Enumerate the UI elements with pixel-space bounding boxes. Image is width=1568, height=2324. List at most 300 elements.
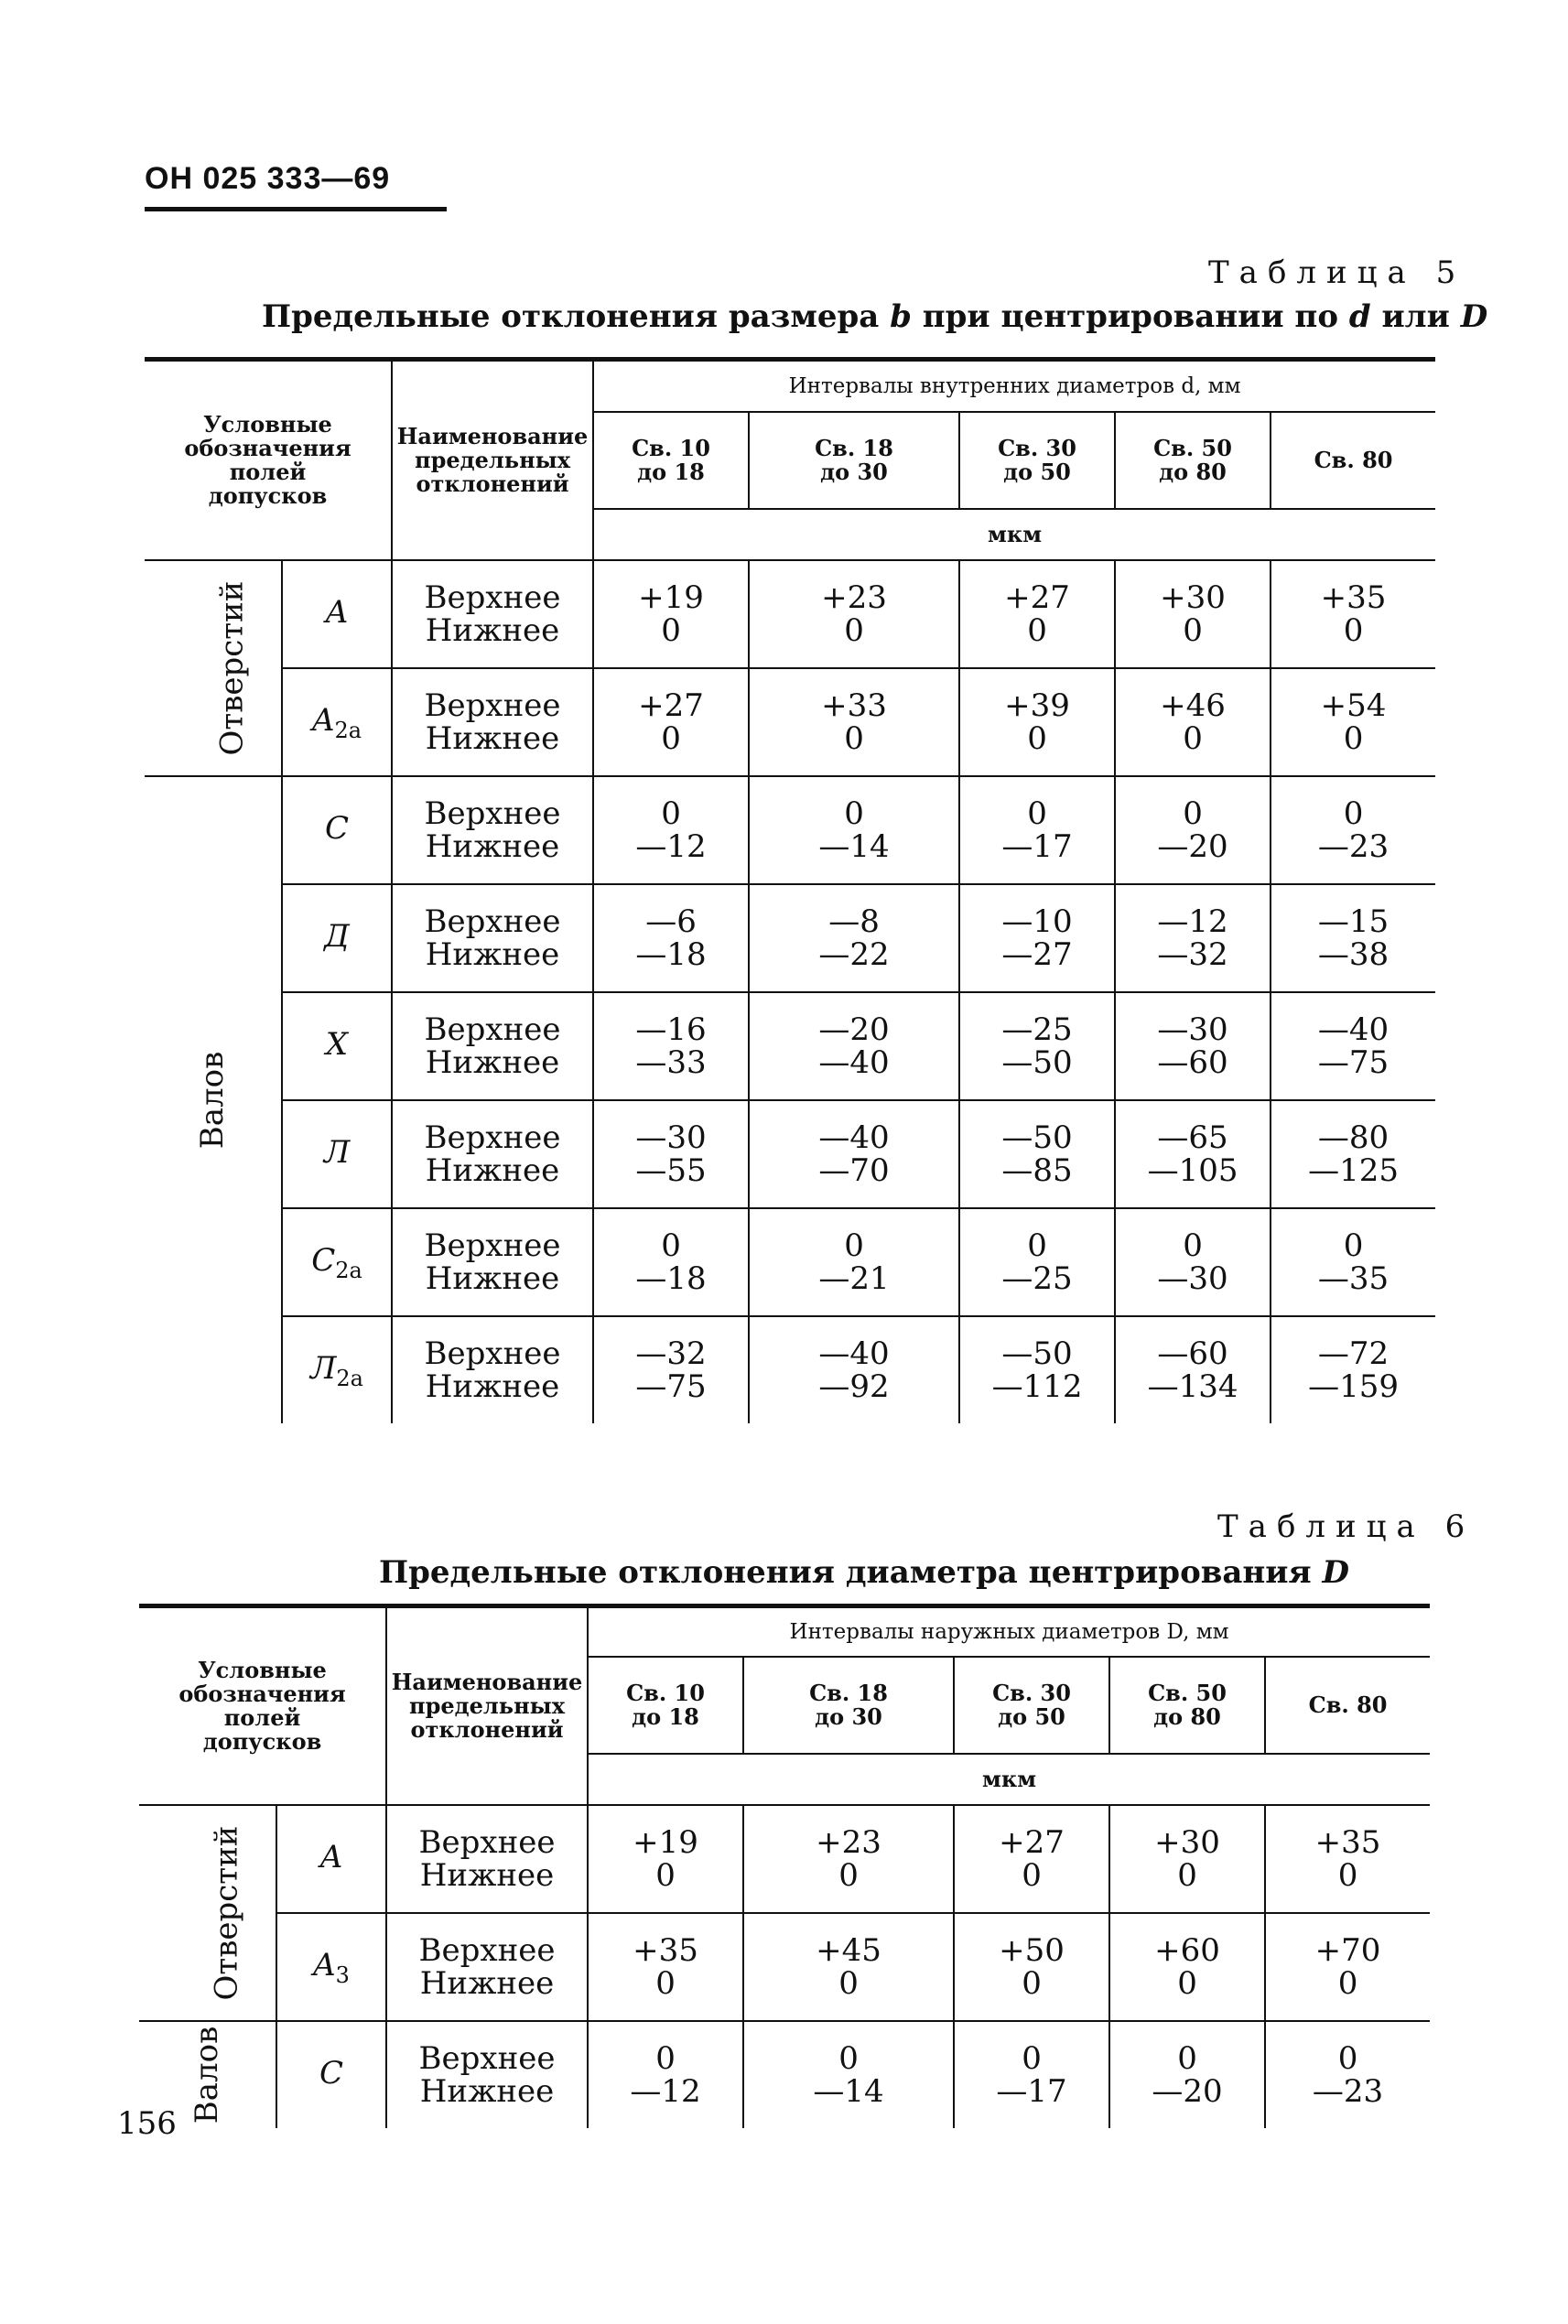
group-label-text: Валов (194, 1051, 232, 1150)
value-cell (749, 1208, 959, 1316)
tolerance-symbol (282, 1100, 392, 1208)
col-header-deviation-name (386, 1606, 588, 1806)
value-lower: —134 (1147, 1368, 1238, 1405)
interval-from: Св. 10 (626, 1680, 705, 1706)
value-upper: 0 (1183, 795, 1203, 832)
value-lower: —18 (635, 1260, 707, 1297)
col-header-line: Наименование (396, 423, 589, 449)
table-row (145, 992, 1435, 1100)
interval-from: Св. 80 (1308, 1692, 1388, 1718)
interval-to: до 50 (1003, 459, 1071, 485)
table-row (145, 1208, 1435, 1316)
value-lower: 0 (1177, 1965, 1197, 2002)
col-header-deviation-name (392, 360, 593, 561)
symbol-letter: Х (325, 1025, 349, 1063)
value-lower: —75 (1317, 1044, 1390, 1081)
interval-from: Св. 30 (992, 1680, 1071, 1706)
value-upper: 0 (1183, 1227, 1203, 1264)
value-upper: +33 (821, 687, 887, 724)
interval-from: Св. 50 (1148, 1680, 1227, 1706)
value-cell (1115, 1208, 1271, 1316)
value-cell (1109, 1805, 1265, 1913)
value-lower: —20 (1152, 2073, 1223, 2110)
deviation-lower: Нижнее (425, 936, 560, 973)
value-upper: 0 (1337, 2040, 1358, 2077)
value-cell (749, 560, 959, 668)
interval-to: до 50 (998, 1703, 1065, 1730)
value-cell (959, 668, 1115, 776)
deviation-names (386, 1805, 588, 1913)
deviation-names (386, 1913, 588, 2021)
value-lower: 0 (1027, 612, 1047, 649)
value-upper: 0 (1027, 1227, 1047, 1264)
table6 (139, 1604, 1430, 2128)
group-label-text: Отверстий (213, 580, 251, 756)
deviation-lower: Нижнее (425, 1044, 560, 1081)
table-row (145, 560, 1435, 668)
deviation-lower: Нижнее (419, 1965, 555, 2002)
deviation-upper: Верхнее (424, 687, 561, 724)
value-lower: —105 (1147, 1152, 1238, 1189)
table-row (145, 1316, 1435, 1423)
value-upper: —50 (1001, 1335, 1073, 1372)
symbol-letter: С (319, 2054, 344, 2092)
value-cell (959, 776, 1115, 884)
deviation-names (392, 668, 593, 776)
value-upper: 0 (1343, 795, 1364, 832)
unit-label: мкм (593, 509, 1435, 560)
value-lower: —35 (1317, 1260, 1390, 1297)
deviation-upper: Верхнее (424, 1227, 561, 1264)
value-lower: —30 (1157, 1260, 1228, 1297)
interval-from: Св. 18 (809, 1680, 888, 1706)
interval-to: до 18 (632, 1703, 699, 1730)
deviation-lower: Нижнее (425, 1368, 560, 1405)
value-cell (1115, 992, 1271, 1100)
value-lower: —85 (1001, 1152, 1073, 1189)
col-header-line: обозначения (184, 435, 351, 461)
value-lower: —20 (1157, 828, 1228, 865)
col-header-line: предельных (409, 1692, 566, 1719)
value-cell (749, 776, 959, 884)
value-lower: —32 (1157, 936, 1228, 973)
value-cell (593, 1316, 749, 1423)
interval-col-1 (593, 412, 749, 509)
value-upper: —15 (1317, 903, 1390, 940)
deviation-upper: Верхнее (418, 2040, 556, 2077)
value-cell (749, 992, 959, 1100)
deviation-names (392, 992, 593, 1100)
symbol-letter: С (311, 1241, 336, 1279)
value-cell (1265, 1805, 1430, 1913)
deviation-lower: Нижнее (425, 612, 560, 649)
table-row (139, 2021, 1430, 2128)
value-upper: +70 (1314, 1932, 1381, 1969)
interval-col-4 (1115, 412, 1271, 509)
value-upper: 0 (844, 795, 864, 832)
value-lower: —12 (635, 828, 707, 865)
value-lower: —17 (1001, 828, 1073, 865)
value-lower: 0 (1343, 612, 1364, 649)
group-label (139, 1805, 276, 2021)
deviation-lower: Нижнее (425, 720, 560, 757)
table5 (145, 357, 1435, 1423)
value-upper: —12 (1157, 903, 1228, 940)
interval-from: Св. 80 (1314, 447, 1393, 473)
value-upper: 0 (1022, 2040, 1042, 2077)
symbol-letter: Л (310, 1349, 337, 1387)
interval-to: до 18 (637, 459, 705, 485)
value-cell (959, 560, 1115, 668)
deviation-lower: Нижнее (419, 1857, 555, 1894)
value-lower: —18 (635, 936, 707, 973)
value-lower: —14 (813, 2073, 884, 2110)
table5-number: Таблица 5 (1208, 254, 1466, 291)
value-upper: +54 (1320, 687, 1387, 724)
deviation-names (392, 1316, 593, 1423)
value-cell (749, 1100, 959, 1208)
table6-number: Таблица 6 (1217, 1508, 1476, 1545)
interval-header: Интервалы внутренних диаметров d, мм (593, 360, 1435, 413)
tolerance-symbol (282, 1316, 392, 1423)
deviation-upper: Верхнее (418, 1824, 556, 1861)
value-cell (593, 992, 749, 1100)
value-cell (593, 1100, 749, 1208)
value-cell (1115, 1316, 1271, 1423)
deviation-lower: Нижнее (425, 828, 560, 865)
value-lower: 0 (655, 1965, 676, 2002)
value-upper: 0 (838, 2040, 859, 2077)
value-lower: —25 (1001, 1260, 1073, 1297)
value-cell (1115, 560, 1271, 668)
interval-to: до 30 (815, 1703, 882, 1730)
interval-from: Св. 30 (998, 435, 1076, 461)
value-cell (959, 1316, 1115, 1423)
value-lower: 0 (1022, 1965, 1042, 2002)
col-header-line: отклонений (416, 470, 569, 497)
table-row (145, 884, 1435, 992)
value-upper: —6 (645, 903, 697, 940)
deviation-upper: Верхнее (424, 903, 561, 940)
table5-title: Предельные отклонения размера b при центрировании по d или D (262, 298, 1488, 335)
value-cell (959, 992, 1115, 1100)
value-cell (749, 884, 959, 992)
value-upper: 0 (655, 2040, 676, 2077)
value-lower: —50 (1001, 1044, 1073, 1081)
value-lower: 0 (844, 720, 864, 757)
deviation-upper: Верхнее (424, 1335, 561, 1372)
tolerance-symbol (282, 560, 392, 668)
value-upper: —40 (818, 1119, 890, 1156)
value-cell (1271, 1316, 1435, 1423)
value-cell (1271, 884, 1435, 992)
value-upper: +39 (1004, 687, 1070, 724)
value-cell (743, 2021, 954, 2128)
value-upper: —40 (818, 1335, 890, 1372)
value-cell (749, 668, 959, 776)
col-header-line: Условные (198, 1657, 327, 1683)
value-cell (1109, 2021, 1265, 2128)
table-row (139, 1913, 1430, 2021)
value-lower: —38 (1317, 936, 1390, 973)
group-label-text: Валов (189, 2026, 226, 2124)
interval-to: до 80 (1153, 1703, 1221, 1730)
value-upper: —20 (818, 1011, 890, 1048)
value-upper: —8 (828, 903, 880, 940)
interval-col-2 (749, 412, 959, 509)
deviation-upper: Верхнее (424, 795, 561, 832)
value-upper: —72 (1317, 1335, 1390, 1372)
symbol-letter: Л (323, 1133, 351, 1171)
interval-col-3 (959, 412, 1115, 509)
value-upper: —16 (635, 1011, 707, 1048)
value-upper: +23 (821, 579, 887, 616)
interval-col-2 (743, 1657, 954, 1754)
symbol-subscript: 2а (334, 717, 362, 743)
table-row (145, 776, 1435, 884)
value-lower: 0 (844, 612, 864, 649)
value-lower: 0 (838, 1857, 859, 1894)
value-upper: 0 (844, 1227, 864, 1264)
value-upper: +23 (816, 1824, 881, 1861)
value-cell (1265, 2021, 1430, 2128)
value-cell (593, 560, 749, 668)
page-number: 156 (117, 2105, 177, 2142)
value-upper: 0 (1177, 2040, 1197, 2077)
group-label-text: Отверстий (208, 1825, 245, 2001)
value-cell (743, 1913, 954, 2021)
interval-col-3 (954, 1657, 1109, 1754)
value-cell (959, 884, 1115, 992)
value-cell (1271, 668, 1435, 776)
value-cell (1271, 992, 1435, 1100)
value-upper: +35 (1320, 579, 1387, 616)
value-upper: —30 (635, 1119, 707, 1156)
value-upper: +30 (1154, 1824, 1220, 1861)
value-lower: —125 (1308, 1152, 1399, 1189)
interval-to: до 30 (820, 459, 888, 485)
value-lower: —14 (818, 828, 890, 865)
value-cell (1271, 1100, 1435, 1208)
value-upper: 0 (661, 795, 681, 832)
value-cell (954, 1805, 1109, 1913)
interval-to: до 80 (1159, 459, 1227, 485)
value-lower: 0 (1027, 720, 1047, 757)
deviation-upper: Верхнее (424, 1119, 561, 1156)
value-lower: —75 (635, 1368, 707, 1405)
col-header-line: допусков (208, 482, 328, 509)
interval-col-5 (1265, 1657, 1430, 1754)
deviation-names (392, 1100, 593, 1208)
value-upper: —10 (1001, 903, 1073, 940)
value-lower: 0 (1337, 1857, 1358, 1894)
interval-from: Св. 18 (815, 435, 893, 461)
tolerance-symbol (276, 2021, 386, 2128)
tolerance-symbol (282, 1208, 392, 1316)
tolerance-symbol (276, 1805, 386, 1913)
value-cell (1115, 884, 1271, 992)
col-header-line: предельных (415, 447, 571, 473)
value-cell (954, 2021, 1109, 2128)
value-lower: —12 (630, 2073, 701, 2110)
deviation-names (392, 884, 593, 992)
symbol-subscript: 2а (336, 1365, 363, 1391)
value-lower: —40 (818, 1044, 890, 1081)
value-cell (959, 1208, 1115, 1316)
value-cell (1265, 1913, 1430, 2021)
value-lower: —112 (991, 1368, 1083, 1405)
value-upper: —60 (1157, 1335, 1228, 1372)
value-lower: 0 (1177, 1857, 1197, 1894)
value-cell (593, 668, 749, 776)
value-lower: 0 (1337, 1965, 1358, 2002)
deviation-upper: Верхнее (424, 579, 561, 616)
interval-from: Св. 10 (632, 435, 710, 461)
interval-col-5 (1271, 412, 1435, 509)
value-upper: —25 (1001, 1011, 1073, 1048)
value-upper: +35 (1314, 1824, 1381, 1861)
interval-header: Интервалы наружных диаметров D, мм (588, 1606, 1430, 1658)
value-lower: —17 (996, 2073, 1067, 2110)
deviation-lower: Нижнее (419, 2073, 555, 2110)
value-upper: —30 (1157, 1011, 1228, 1048)
deviation-names (392, 560, 593, 668)
value-lower: —23 (1317, 828, 1390, 865)
symbol-letter: A (319, 1838, 343, 1875)
table-row (139, 1805, 1430, 1913)
col-header-line: допусков (202, 1728, 322, 1755)
symbol-letter: С (325, 809, 350, 847)
value-cell (588, 2021, 743, 2128)
value-lower: 0 (661, 720, 681, 757)
value-cell (1115, 668, 1271, 776)
col-header-line: полей (229, 459, 307, 485)
value-cell (1115, 776, 1271, 884)
value-upper: —80 (1317, 1119, 1390, 1156)
symbol-letter: A (325, 593, 349, 631)
unit-label: мкм (588, 1754, 1430, 1805)
interval-from: Св. 50 (1153, 435, 1232, 461)
symbol-letter: A (311, 701, 335, 739)
value-upper: +27 (638, 687, 704, 724)
value-lower: 0 (1022, 1857, 1042, 1894)
header-rule (145, 207, 447, 211)
value-lower: —27 (1001, 936, 1073, 973)
col-header-line: Условные (203, 411, 332, 438)
tolerance-symbol (282, 992, 392, 1100)
col-header-conditional (145, 360, 392, 561)
value-lower: —70 (818, 1152, 890, 1189)
value-lower: —159 (1308, 1368, 1399, 1405)
value-cell (1109, 1913, 1265, 2021)
value-lower: 0 (655, 1857, 676, 1894)
value-upper: +50 (999, 1932, 1065, 1969)
symbol-letter: A (313, 1946, 336, 1984)
value-lower: —21 (818, 1260, 890, 1297)
value-upper: +19 (633, 1824, 698, 1861)
table6-title: Предельные отклонения диаметра центрирования D (379, 1554, 1349, 1591)
value-cell (593, 1208, 749, 1316)
value-lower: 0 (661, 612, 681, 649)
value-upper: 0 (661, 1227, 681, 1264)
symbol-subscript: 2а (335, 1257, 362, 1283)
col-header-line: Наименование (391, 1669, 583, 1695)
value-lower: —92 (818, 1368, 890, 1405)
col-header-line: отклонений (410, 1716, 564, 1743)
col-header-conditional (139, 1606, 386, 1806)
value-upper: +27 (999, 1824, 1065, 1861)
value-lower: 0 (1183, 720, 1203, 757)
document-code: ОН 025 333—69 (145, 161, 391, 196)
value-cell (593, 776, 749, 884)
value-cell (1271, 560, 1435, 668)
tolerance-symbol (282, 668, 392, 776)
symbol-subscript: 3 (335, 1962, 350, 1988)
interval-col-4 (1109, 1657, 1265, 1754)
value-cell (588, 1913, 743, 2021)
symbol-letter: Д (324, 917, 350, 955)
value-lower: 0 (1343, 720, 1364, 757)
deviation-upper: Верхнее (424, 1011, 561, 1048)
value-lower: 0 (1183, 612, 1203, 649)
value-upper: —32 (635, 1335, 707, 1372)
value-upper: —65 (1157, 1119, 1228, 1156)
table-row (145, 668, 1435, 776)
value-upper: +27 (1004, 579, 1070, 616)
tolerance-symbol (282, 884, 392, 992)
value-cell (1271, 1208, 1435, 1316)
deviation-upper: Верхнее (418, 1932, 556, 1969)
value-upper: —50 (1001, 1119, 1073, 1156)
value-upper: +30 (1160, 579, 1226, 616)
value-upper: +60 (1154, 1932, 1220, 1969)
value-cell (954, 1913, 1109, 2021)
value-upper: 0 (1027, 795, 1047, 832)
value-upper: +19 (638, 579, 704, 616)
value-cell (593, 884, 749, 992)
group-label (145, 776, 282, 1423)
value-cell (588, 1805, 743, 1913)
deviation-names (392, 776, 593, 884)
deviation-names (392, 1208, 593, 1316)
value-upper: +35 (633, 1932, 698, 1969)
value-upper: —40 (1317, 1011, 1390, 1048)
value-lower: —33 (635, 1044, 707, 1081)
value-lower: —22 (818, 936, 890, 973)
value-upper: +45 (816, 1932, 881, 1969)
value-upper: +46 (1160, 687, 1226, 724)
tolerance-symbol (276, 1913, 386, 2021)
deviation-names (386, 2021, 588, 2128)
group-label (145, 560, 282, 776)
value-cell (1271, 776, 1435, 884)
deviation-lower: Нижнее (425, 1152, 560, 1189)
tolerance-symbol (282, 776, 392, 884)
interval-col-1 (588, 1657, 743, 1754)
value-lower: —23 (1312, 2073, 1384, 2110)
value-cell (749, 1316, 959, 1423)
value-lower: 0 (838, 1965, 859, 2002)
value-cell (1115, 1100, 1271, 1208)
value-cell (959, 1100, 1115, 1208)
table-row (145, 1100, 1435, 1208)
value-lower: —60 (1157, 1044, 1228, 1081)
deviation-lower: Нижнее (425, 1260, 560, 1297)
col-header-line: обозначения (178, 1681, 346, 1707)
col-header-line: полей (223, 1704, 301, 1731)
value-cell (743, 1805, 954, 1913)
value-lower: —55 (635, 1152, 707, 1189)
